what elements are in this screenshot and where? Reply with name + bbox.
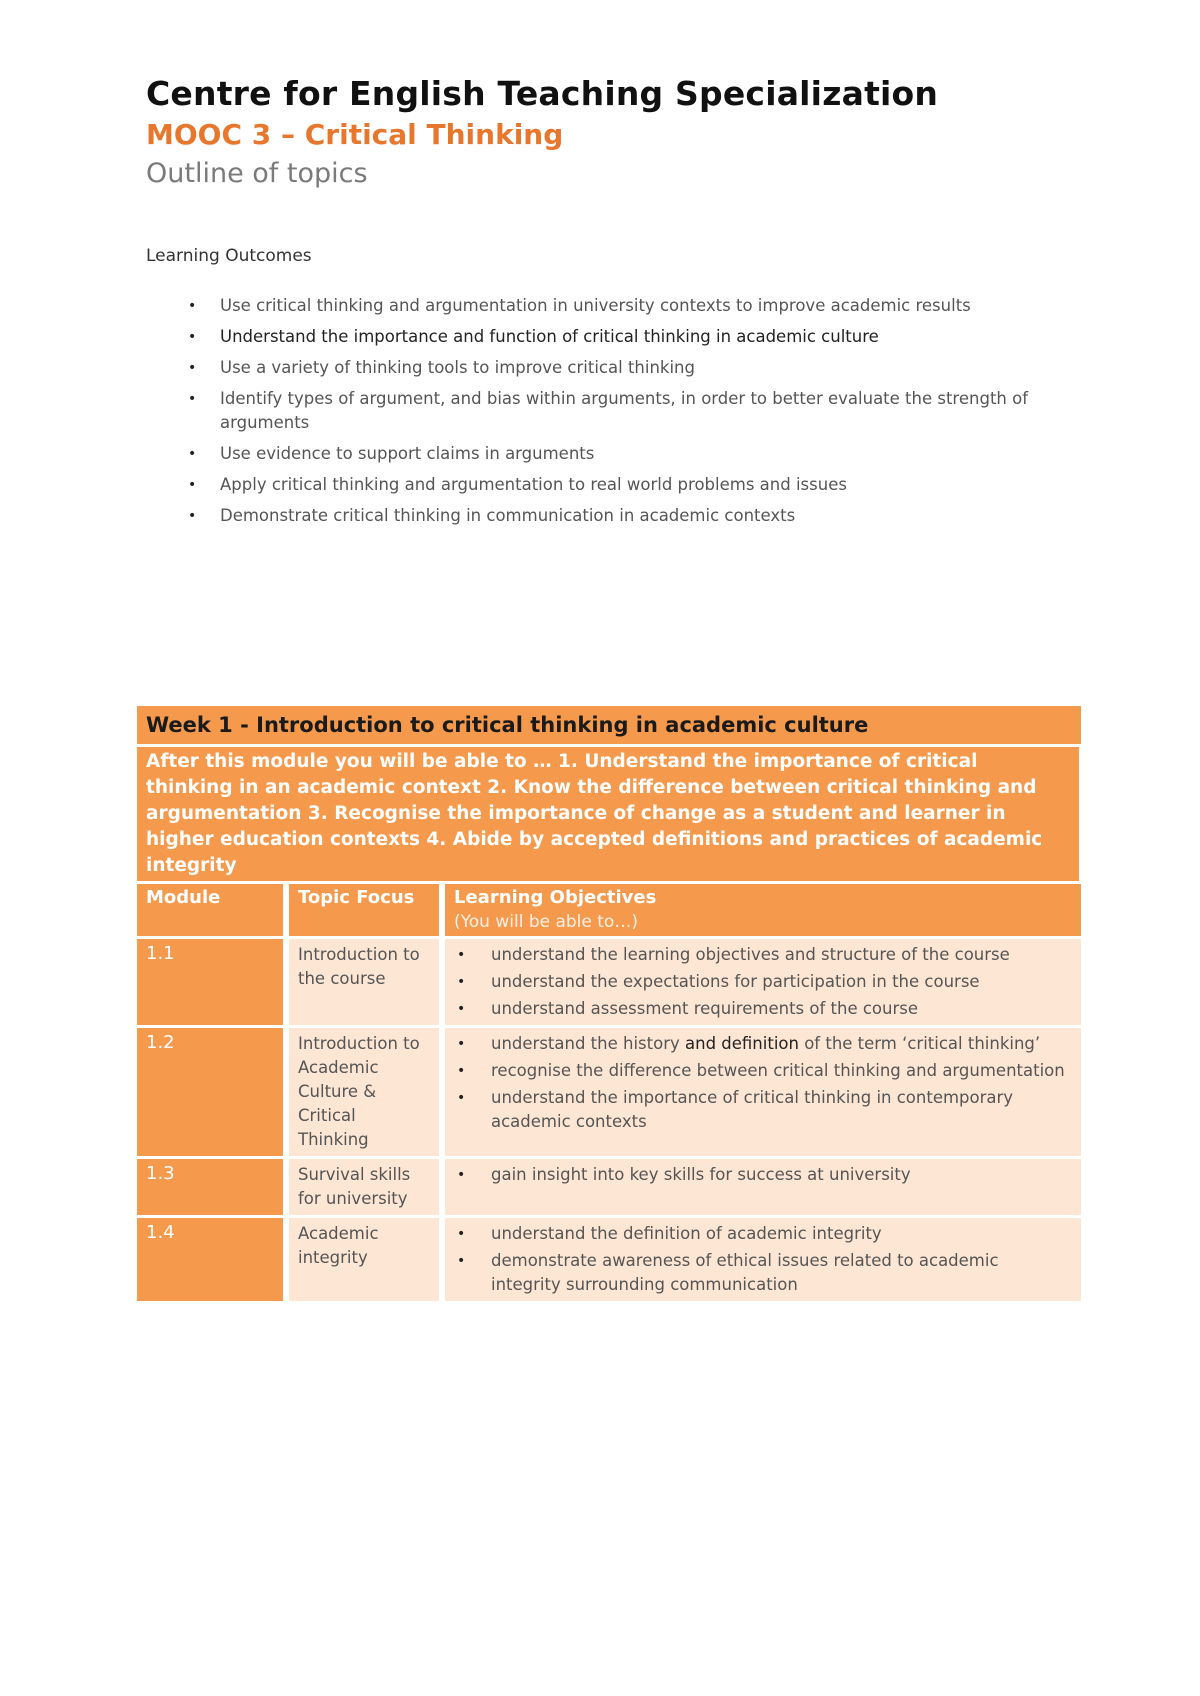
week-title: Week 1 - Introduction to critical thinking in academic culture xyxy=(137,706,1081,744)
objective-item: • demonstrate awareness of ethical issues related to academic integrity surrounding communication xyxy=(457,1251,999,1294)
bullet-icon: • xyxy=(457,1063,466,1079)
bullet-icon: • xyxy=(188,391,197,407)
emphasized-text: and definition xyxy=(685,1034,799,1053)
objectives-cell xyxy=(445,939,1081,1025)
objective-item: • understand the importance of critical thinking in contemporary academic contexts xyxy=(457,1088,1014,1131)
bullet-icon: • xyxy=(188,298,197,314)
objectives-cell xyxy=(445,1218,1081,1301)
outline-heading: Outline of topics xyxy=(146,158,368,189)
bullet-icon: • xyxy=(457,1167,466,1183)
bullet-icon: • xyxy=(188,446,197,462)
list-item: • Use evidence to support claims in arguments xyxy=(188,442,1068,466)
list-item: • Demonstrate critical thinking in communication in academic contexts xyxy=(188,504,1068,528)
course-subtitle: MOOC 3 – Critical Thinking xyxy=(146,118,564,151)
bullet-icon: • xyxy=(457,1253,466,1269)
topic-focus: Survival skills for university xyxy=(289,1159,439,1215)
topic-focus: Introduction to the course xyxy=(289,939,439,1025)
week-1-table xyxy=(137,706,1081,1304)
week-intro: After this module you will be able to … 1. Understand the importance of critical thinking in an academic context 2. Know the difference between critical thinking and argumentation 3. Recognise the importance of change as a student and learner in higher education contexts 4. Abide by accepted definitions and practices of academic integrity xyxy=(137,747,1079,881)
objective-item: • understand the learning objectives and structure of the course xyxy=(445,943,1081,967)
bullet-icon: • xyxy=(457,1036,466,1052)
objectives-cell xyxy=(445,1159,1081,1215)
bullet-icon: • xyxy=(188,360,197,376)
objectives-header-label: Learning Objectives xyxy=(454,887,657,908)
list-item: • Use a variety of thinking tools to improve critical thinking xyxy=(188,356,1068,380)
objective-item: • recognise the difference between critical thinking and argumentation xyxy=(445,1059,1081,1083)
bullet-icon: • xyxy=(457,1001,466,1017)
bullet-icon: • xyxy=(188,508,197,524)
bullet-icon: • xyxy=(457,1226,466,1242)
list-item: • Identify types of argument, and bias within arguments, in order to better evaluate the strength of arguments xyxy=(188,389,1029,432)
objectives-cell xyxy=(445,1028,1081,1156)
bullet-icon: • xyxy=(188,477,197,493)
objective-item: • understand the definition of academic integrity xyxy=(445,1222,1081,1246)
objectives-header-note: (You will be able to…) xyxy=(454,912,638,932)
module-number: 1.3 xyxy=(137,1159,283,1215)
learning-outcomes-list xyxy=(188,294,1068,535)
module-number: 1.4 xyxy=(137,1218,283,1301)
objective-item: • understand the expectations for participation in the course xyxy=(445,970,1081,994)
module-number: 1.2 xyxy=(137,1028,283,1156)
list-item: • Understand the importance and function of critical thinking in academic culture xyxy=(188,325,1068,349)
column-header-module: Module xyxy=(137,884,283,936)
list-item: • Use critical thinking and argumentation in university contexts to improve academic results xyxy=(188,294,1068,318)
bullet-icon: • xyxy=(457,1090,466,1106)
topic-focus: Introduction to Academic Culture & Critical Thinking xyxy=(289,1028,439,1156)
objective-item: • understand assessment requirements of the course xyxy=(445,997,1081,1021)
topic-focus: Academic integrity xyxy=(289,1218,439,1301)
learning-outcomes-heading: Learning Outcomes xyxy=(146,246,312,266)
list-item: • Apply critical thinking and argumentation to real world problems and issues xyxy=(188,473,1068,497)
bullet-icon: • xyxy=(457,947,466,963)
module-number: 1.1 xyxy=(137,939,283,1025)
column-header-objectives xyxy=(445,884,1081,936)
bullet-icon: • xyxy=(457,974,466,990)
module-grid xyxy=(137,884,1081,1304)
column-header-topic: Topic Focus xyxy=(289,884,439,936)
objective-item: • gain insight into key skills for success at university xyxy=(445,1163,1081,1187)
document-title: Centre for English Teaching Specialization xyxy=(146,74,939,113)
bullet-icon: • xyxy=(188,329,197,345)
objective-item: • understand the history and definition of the term ‘critical thinking’ xyxy=(445,1032,1081,1056)
